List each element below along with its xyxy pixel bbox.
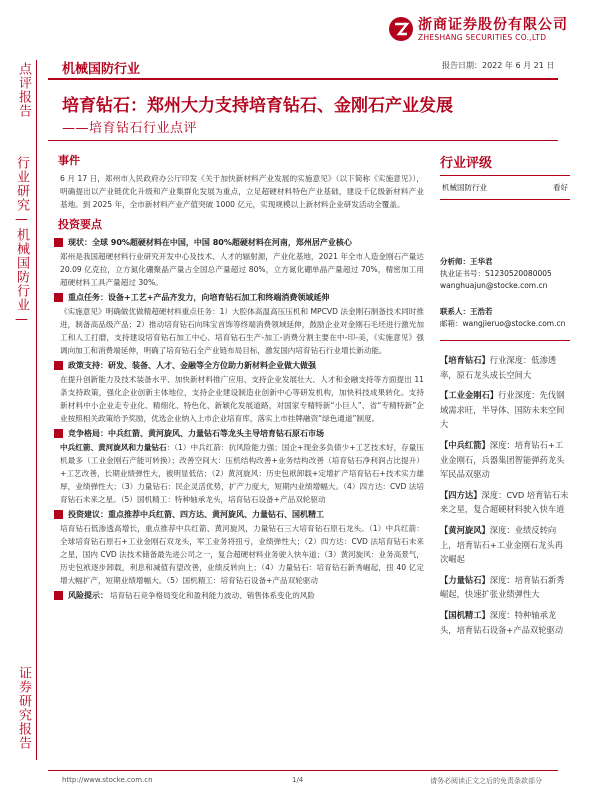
point-heading: 投资建议：重点推荐中兵红箭、四方达、黄河旋风、力量钻石、国机精工 <box>68 510 324 519</box>
point-item <box>54 291 424 304</box>
analyst-block <box>440 256 570 330</box>
point-item <box>54 359 424 372</box>
related-text: 行业深度：先伐钢域需求旺，半导体、国防未来空间大 <box>440 390 565 430</box>
title-divider <box>48 140 558 141</box>
point-text-bold: 中兵红箭、黄河旋风和力量钻石 <box>60 443 167 452</box>
point-heading: 重点任务：设备+工艺+产品齐发力，向培育钻石加工和终端消费领域延伸 <box>68 293 330 302</box>
related-tag: 【黄河旋风】 <box>440 524 490 535</box>
point-text: 培育钻石低渗透高增长，重点推荐中兵红箭、黄河旋风，力量钻石三大培育钻石原石龙头。（1）中兵红箭：全球培育钻石原石+工业金刚石双龙头，军工业务将扭亏，业绩弹性大；（2）四方达：CVD 法培育钻石未来之星，国内 CVD 法技术储备最先进公司之一，复合超硬材料业务驶入快车道；（3）黄河旋风：业务高景气，历史包袱逐步卸载，利息和减值有望改善，业绩反转向上；（4）力量钻石：培育钻石新秀崛起，扭 40 亿定增大幅扩产，短期业绩增幅大。（5）国机精工：培育钻石设备+产品双轮驱动 <box>60 524 424 585</box>
related-text: 行业深度：低渗透率，原石龙头成长空间大 <box>440 355 557 380</box>
related-report-item[interactable] <box>440 438 570 482</box>
disclaimer-note: 请务必阅读正文之后的免责条款部分 <box>430 777 542 785</box>
point-heading: 现状：全球 90%超硬材料在中国，中国 80%超硬材料在河南，郑州居产业核心 <box>68 238 352 247</box>
side-rule <box>36 60 37 760</box>
related-text: 深度：业绩反转向上，培育钻石+工业金刚石龙头再次崛起 <box>440 524 564 565</box>
header-divider <box>48 78 558 80</box>
point-item <box>54 236 424 249</box>
point-text: 《实施意见》明确做优做精超硬材料重点任务：1）大腔体高温高压压机和 MPCVD 法金刚石制备技术同时推进，制备高品级产品；2）推动培育钻石向珠宝首饰等终端消费领域延伸，鼓励企业对金刚石毛坯进行激光加工和人工打磨，支持建设培育钻石加工中心、培育钻石生产-加工-消费分割主要在中-印-美，《实施意见》强调向加工和消费端延伸，明确了培育钻石全产业链布局目标，激发国内培育钻石行业增长新动能。 <box>60 307 424 355</box>
analyst-email[interactable]: wanghuajun@stocke.com.cn <box>440 281 548 290</box>
analyst-name: 王华君 <box>470 257 493 266</box>
main-content <box>54 152 424 603</box>
contact-name: 王浩若 <box>470 307 493 316</box>
related-tag: 【国机精工】 <box>440 609 490 620</box>
point-text: 在提升创新能力及技术装备水平、加快新材料推广应用、支持企业发展壮大、人才和金融支持等方面提出 11 条支持政策，强化企业创新主体地位，支持企业建设制造业创新中心等研发机构，加快科技成果转化。支持新材料中小企业走专业化、精细化、特色化、新颖化发展道路，对国家专精特新“小巨人”、省“专精特新”企业按照相关政策给予奖励，优选企业纳入上市企业培育库，落实上市挂牌融资“绿色通道”制度。 <box>60 375 424 423</box>
side-label-section: 行业研究—机械国防行业— <box>14 156 29 328</box>
report-subtitle: ——培育钻石行业点评 <box>62 121 198 136</box>
related-report-item[interactable] <box>440 388 570 432</box>
rating-industry: 机械国防行业 <box>442 183 487 192</box>
point-text: 郑州是我国超硬材料行业研究开发中心及技术、人才的辐射源，产业化基地，2021 年全市人造金刚石产量达 20.09 亿克拉，立方氮化硼聚晶产量占全国总产量超过 80%，立方氮化硼单晶产量超过 70%，精密加工用超硬材料工具产量超过 30%。 <box>60 252 424 287</box>
related-text: 深度：CVD 培育钻石未来之星，复合超硬材料驶入快车道 <box>440 489 569 515</box>
footer-divider <box>48 770 558 771</box>
point-item <box>54 427 424 440</box>
point-text-rest: ：（1）中兵红箭：抗风险能力强；国企+现金多负债少+工艺技术好，存量压机最多（工业金刚石产能可转换）；改善空间大：压机结构改善+业务结构改善（培育钻石净利润占比提升）+工艺改善，长期业绩弹性大，被明显低估；（2）黄河旋风：历史包袱卸载+定增扩产培育钻石+技术实力雄厚，业绩弹性大；（3）力量钻石：民企灵活优势，扩产力度大，短期内业绩增幅大。（4）四方达：CVD 法培育钻石未来之星。（5）国机精工：特种轴承龙头，培育钻石设备+产品双轮驱动 <box>60 443 424 504</box>
bullet-square-icon <box>54 238 63 247</box>
bullet-square-icon <box>54 293 63 302</box>
rating-title: 行业评级 <box>440 152 570 176</box>
point-item <box>54 589 424 602</box>
contact-label: 联系人： <box>440 307 470 316</box>
event-heading: 事件 <box>58 154 80 167</box>
point-text <box>60 441 424 506</box>
analyst-label: 分析师： <box>440 257 470 266</box>
related-tag: 【工业金刚石】 <box>440 390 499 401</box>
bullet-square-icon <box>54 510 63 519</box>
rating-value: 看好 <box>553 183 568 192</box>
point-heading: 政策支持：研发、装备、人才、金融等全方位助力新材料企业做大做强 <box>68 361 316 370</box>
related-tag: 【力量钻石】 <box>440 574 490 585</box>
point-item <box>54 508 424 521</box>
event-text: 6 月 17 日，郑州市人民政府办公厅印发《关于加快新材料产业发展的实施意见》（以下简称《实施意见》），明确提出以产业链优化升级和产业集群化发展为重点，立足超硬材料特色产业基础，建设千亿级新材料产业基地。到 2025 年，全市新材料产业产值突破 1000 亿元，实现规模以上新材料企业研发活动全覆盖。 <box>60 174 424 209</box>
report-title: 培育钻石：郑州大力支持培育钻石、金刚石产业发展 <box>62 96 453 116</box>
industry-label: 机械国防行业 <box>62 62 141 77</box>
related-report-item[interactable] <box>440 573 570 602</box>
page-number: 1/4 <box>292 776 304 784</box>
risk-heading: 风险提示： <box>68 591 108 600</box>
related-report-item[interactable] <box>440 608 570 637</box>
contact-email[interactable]: 邮箱：wangjieruo@stocke.com.cn <box>440 319 566 328</box>
bullet-square-icon <box>54 591 63 600</box>
company-logo-icon <box>388 16 414 42</box>
side-label-report-type: 点评报告 <box>16 62 31 118</box>
bullet-square-icon <box>54 361 63 370</box>
analyst-license: 执业证书号：S1230520080005 <box>440 269 552 278</box>
related-text: 深度：特种轴承龙头，培育钻石设备+产品双轮驱动 <box>440 609 564 635</box>
report-date: 报告日期：2022 年 6 月 21 日 <box>442 61 555 70</box>
related-text: 深度：培育钻石新秀崛起，快速扩张业绩弹性大 <box>440 574 565 600</box>
sidebar <box>440 152 570 643</box>
related-report-item[interactable] <box>440 523 570 567</box>
bullet-square-icon <box>54 429 63 438</box>
point-heading: 竞争格局：中兵红箭、黄河旋风、力量钻石等龙头主导培育钻石原石市场 <box>68 429 324 438</box>
rating-row <box>440 176 570 200</box>
related-reports <box>440 340 570 637</box>
points-heading: 投资要点 <box>58 218 102 231</box>
related-tag: 【培育钻石】 <box>440 355 490 365</box>
related-tag: 【中兵红箭】 <box>440 439 490 450</box>
footer-url[interactable]: http://www.stocke.com.cn <box>62 776 153 784</box>
risk-text: 培育钻石竞争格局变化和盈利能力波动、销售体系变化的风险 <box>110 591 316 600</box>
company-name-en: ZHESHANG SECURITIES CO.,LTD <box>418 33 547 42</box>
related-text: 深度：培育钻石+工业金刚石，兵器集团智能弹药龙头军民品双驱动 <box>440 439 565 480</box>
company-name-cn: 浙商证券股份有限公司 <box>418 17 568 33</box>
related-report-item[interactable] <box>440 353 570 382</box>
related-tag: 【四方达】 <box>440 489 482 500</box>
side-label-doc-type: 证券研究报告 <box>16 666 31 750</box>
related-report-item[interactable] <box>440 488 570 517</box>
